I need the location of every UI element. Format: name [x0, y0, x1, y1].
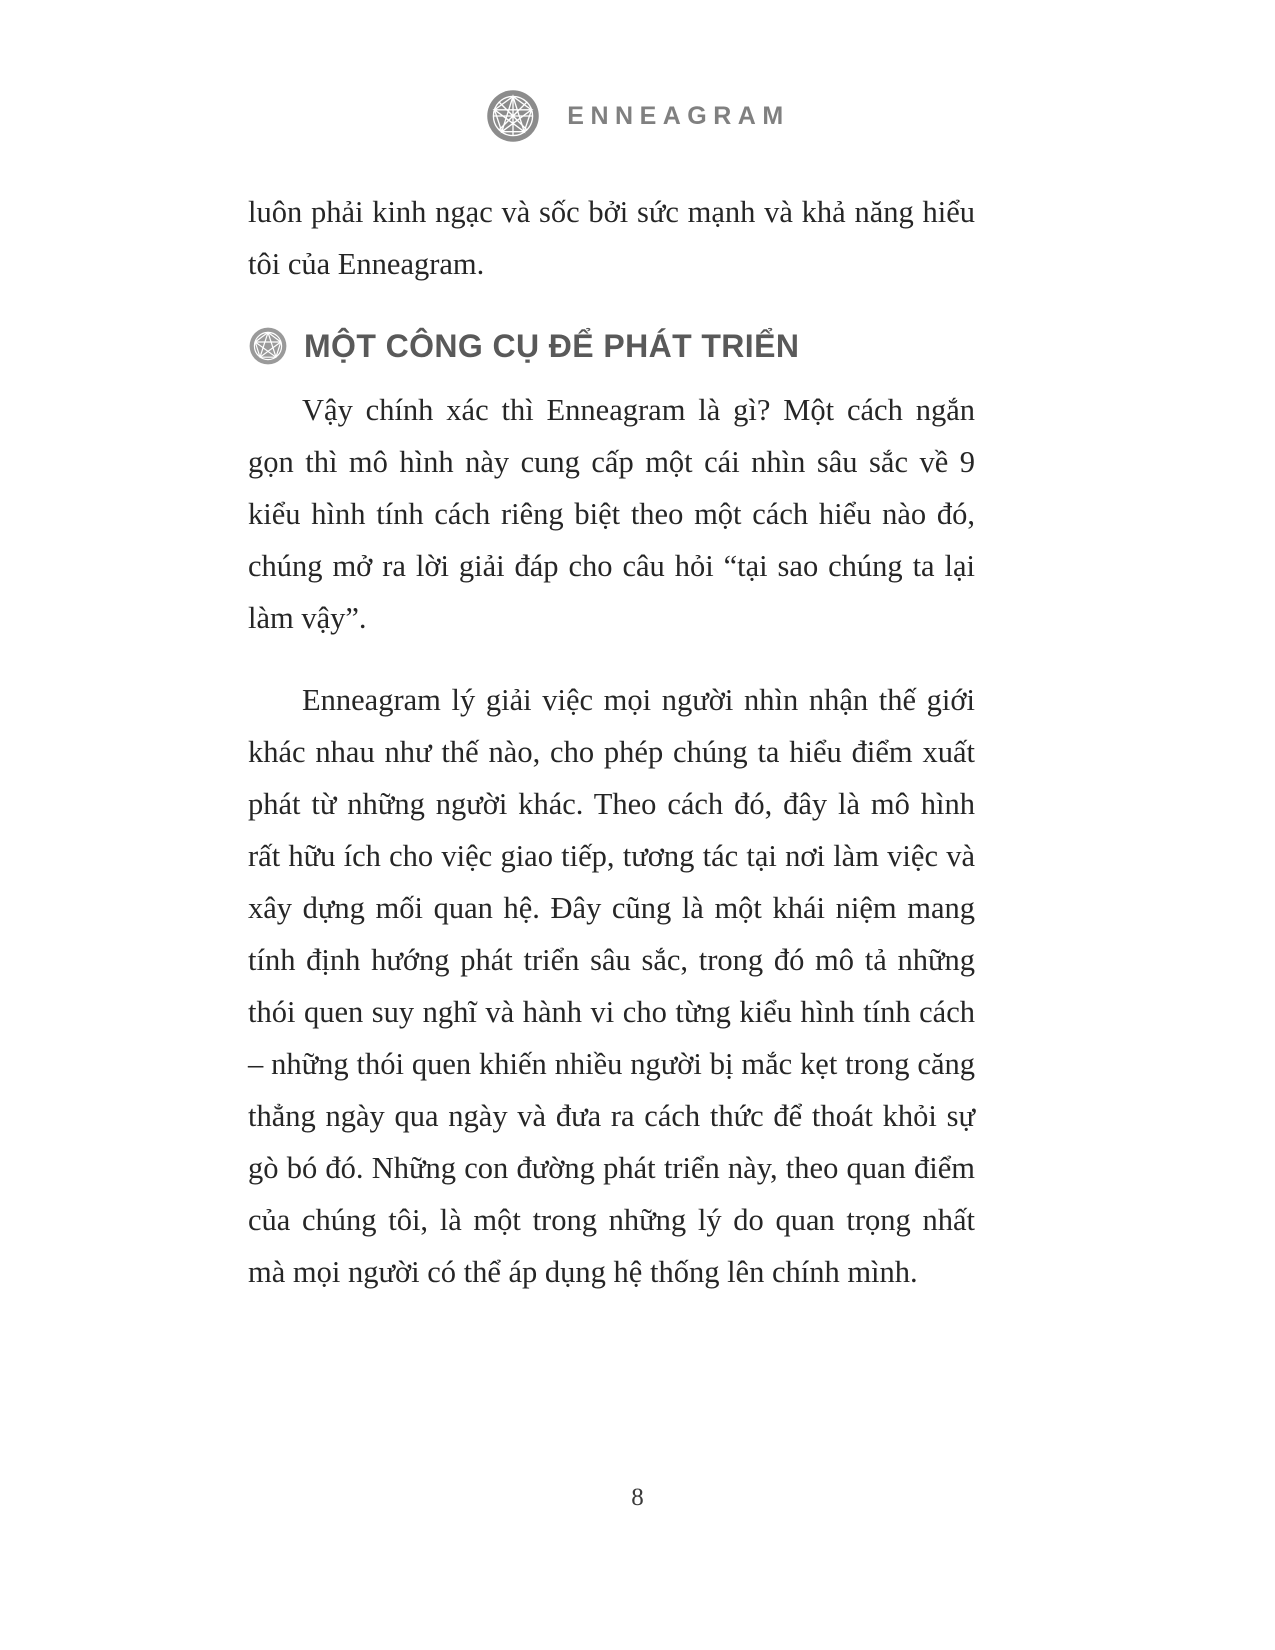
section-heading	[248, 326, 975, 366]
page-number: 8	[631, 1484, 644, 1511]
section-heading-text: MỘT CÔNG CỤ ĐỂ PHÁT TRIỂN	[304, 327, 800, 364]
page-content	[248, 186, 975, 1298]
enneagram-logo-icon	[485, 88, 541, 144]
paragraph-definition: Vậy chính xác thì Enneagram là gì? Một cách ngắn gọn thì mô hình này cung cấp một cái nhìn sâu sắc về 9 kiểu hình tính cách riêng biệt theo một cách hiểu nào đó, chúng mở ra lời giải đáp cho câu hỏi “tại sao chúng ta lại làm vậy”.	[248, 393, 975, 635]
enneagram-bullet-icon	[248, 326, 288, 366]
running-header	[0, 88, 1275, 144]
header-title: ENNEAGRAM	[567, 101, 790, 130]
paragraph-continued: luôn phải kinh ngạc và sốc bởi sức mạnh và khả năng hiểu tôi của Enneagram.	[248, 195, 975, 281]
paragraph-explanation: Enneagram lý giải việc mọi người nhìn nhận thế giới khác nhau như thế nào, cho phép chúng ta hiểu điểm xuất phát từ những người khác. Theo cách đó, đây là mô hình rất hữu ích cho việc giao tiếp, tương tác tại nơi làm việc và xây dựng mối quan hệ. Đây cũng là một khái niệm mang tính định hướng phát triển sâu sắc, trong đó mô tả những thói quen suy nghĩ và hành vi cho từng kiểu hình tính cách – những thói quen khiến nhiều người bị mắc kẹt trong căng thẳng ngày qua ngày và đưa ra cách thức để thoát khỏi sự gò bó đó. Những con đường phát triển này, theo quan điểm của chúng tôi, là một trong những lý do quan trọng nhất mà mọi người có thể áp dụng hệ thống lên chính mình.	[248, 683, 975, 1289]
